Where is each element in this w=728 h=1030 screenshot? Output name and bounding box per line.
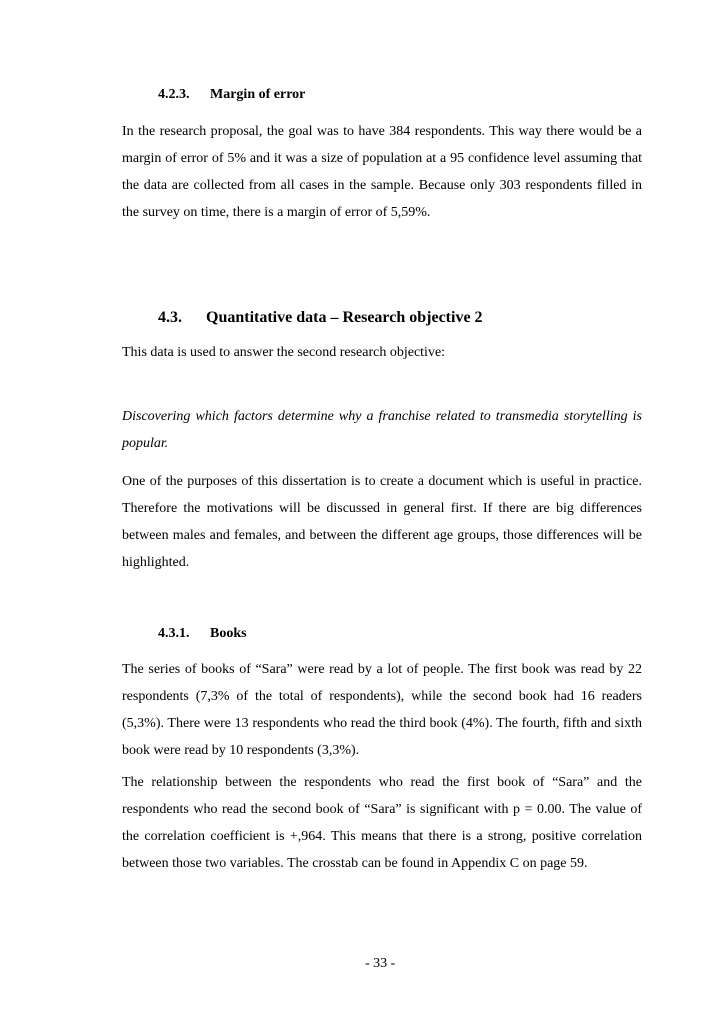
research-objective-statement: Discovering which factors determine why a franchise related to transmedia storytelling is popular. — [122, 409, 642, 451]
section-4-3-1-title: Books — [210, 626, 247, 641]
section-4-3-title: Quantitative data – Research objective 2 — [206, 309, 483, 326]
section-4-3-number: 4.3. — [158, 309, 182, 326]
page-number: - 33 - — [365, 956, 396, 971]
books-correlation-paragraph: The relationship between the respondents who read the first book of “Sara” and the respondents who read the second book of “Sara” is significant with p = 0.00. The value of the correlation coefficient is +,964. This means that there is a strong, positive correlation between those two variables. The crosstab can be found in Appendix C on page 59. — [122, 775, 642, 871]
purpose-paragraph: One of the purposes of this dissertation is to create a document which is useful in practice. Therefore the motivations will be discussed in general first. If there are big differences between males and females, and between the different age groups, those differences will be highlighted. — [122, 474, 642, 570]
research-objective-intro: This data is used to answer the second research objective: — [122, 345, 446, 360]
section-4-2-3-number: 4.2.3. — [158, 87, 190, 102]
section-4-2-3-title: Margin of error — [210, 87, 306, 102]
books-readers-paragraph: The series of books of “Sara” were read by a lot of people. The first book was read by 22 respondents (7,3% of the total of respondents), while the second book had 16 readers (5,3%). There were 13 respondents who read the third book (4%). The fourth, fifth and sixth book were read by 10 respondents (3,3%). — [122, 662, 642, 758]
margin-of-error-paragraph: In the research proposal, the goal was to have 384 respondents. This way there would be a margin of error of 5% and it was a size of population at a 95 confidence level assuming that the data are collected from all cases in the sample. Because only 303 respondents filled in the survey on time, there is a margin of error of 5,59%. — [122, 124, 642, 220]
section-4-3-1-number: 4.3.1. — [158, 626, 190, 641]
